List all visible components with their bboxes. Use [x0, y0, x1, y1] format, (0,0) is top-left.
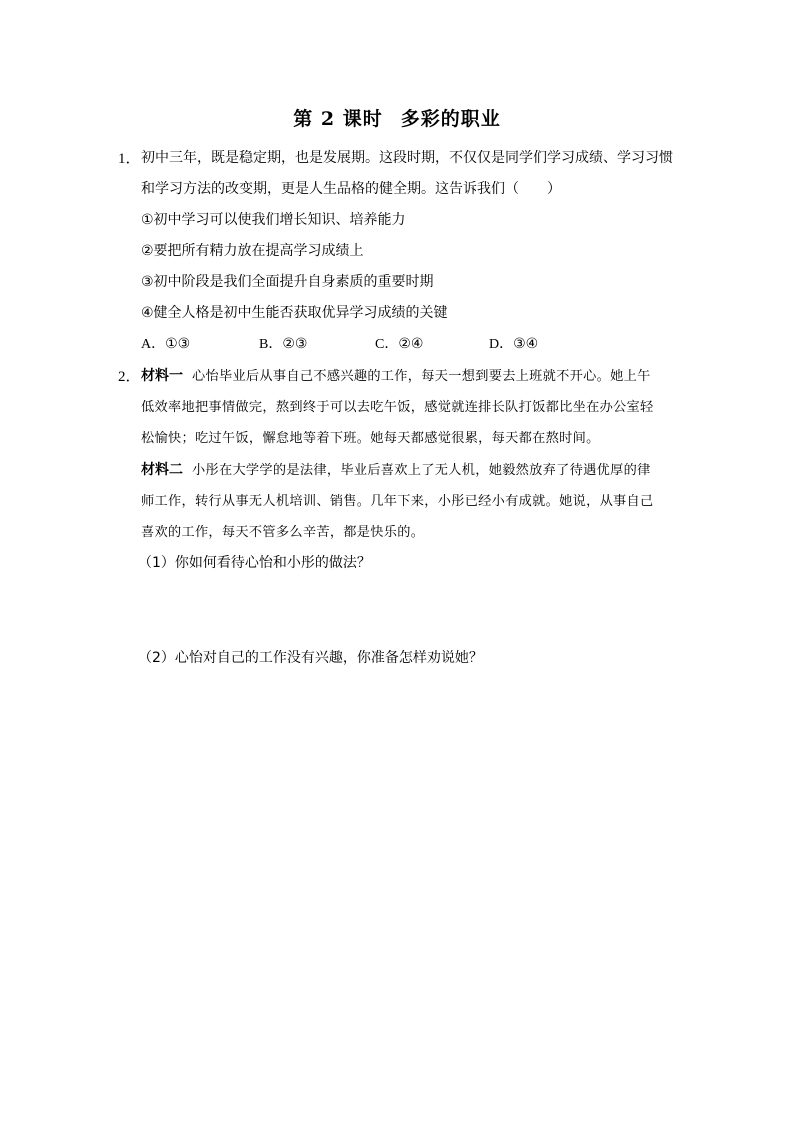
- sub-question-2: （2）心怡对自己的工作没有兴趣，你准备怎样劝说她？: [138, 650, 483, 666]
- material-line: 低效率地把事情做完，熬到终于可以去吃午饭，感觉就连排长队打饭都比坐在办公室轻: [141, 400, 654, 415]
- sub-question-1: （1）你如何看待心怡和小彤的做法？: [138, 555, 371, 571]
- material-line: 喜欢的工作，每天不管多么辛苦，都是快乐的。: [141, 525, 425, 540]
- question-stem-line: 和学习方法的改变期，更是人生品格的健全期。这告诉我们（ ）: [141, 181, 561, 197]
- option-d: D．③④: [489, 337, 539, 352]
- lesson-number: 第 2 课时: [293, 108, 383, 130]
- material-line: 松愉快；吃过午饭，懈怠地等着下班。她每天都感觉很累，每天都在熬时间。: [141, 431, 600, 446]
- material-label: 材料二: [141, 462, 183, 478]
- statement: ④健全人格是初中生能否获取优异学习成绩的关键: [141, 305, 448, 321]
- question-number: 2．: [118, 369, 141, 385]
- question-stem-line: 初中三年，既是稳定期，也是发展期。这段时期，不仅仅是同学们学习成绩、学习习惯: [141, 150, 673, 166]
- material-paragraph: [141, 459, 651, 479]
- material-line: 师工作，转行从事无人机培训、销售。几年下来，小彤已经小有成就。她说，从事自己: [141, 494, 654, 509]
- material-line: 小彤在大学学的是法律，毕业后喜欢上了无人机，她毅然放弃了待遇优厚的律: [191, 463, 651, 478]
- material-paragraph: [141, 365, 651, 385]
- option-a: A．①③: [141, 337, 191, 352]
- material-label: 材料一: [141, 368, 183, 384]
- option-c: C．②④: [375, 337, 424, 352]
- statement: ③初中阶段是我们全面提升自身素质的重要时期: [141, 274, 434, 290]
- option-b: B．②③: [259, 337, 308, 352]
- material-line: 心怡毕业后从事自己不感兴趣的工作，每天一想到要去上班就不开心。她上午: [191, 369, 651, 384]
- page-title: [0, 104, 794, 131]
- statement: ②要把所有精力放在提高学习成绩上: [141, 243, 364, 259]
- statement: ①初中学习可以使我们增长知识、培养能力: [141, 212, 406, 228]
- lesson-name: 多彩的职业: [400, 108, 501, 130]
- question-number: 1．: [118, 151, 141, 167]
